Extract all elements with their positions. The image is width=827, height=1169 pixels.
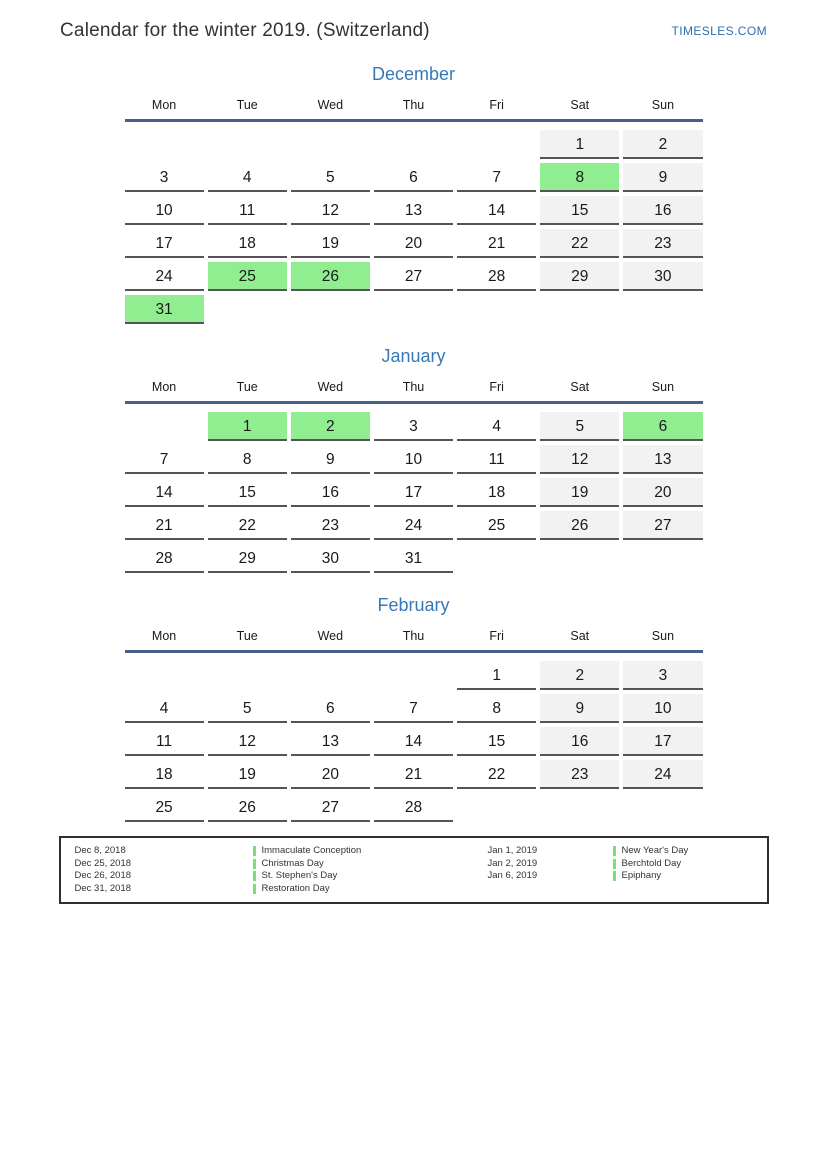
brand-link[interactable]: TIMESLES.COM — [671, 24, 767, 38]
weeks — [125, 653, 703, 822]
day-cell: 15 — [540, 196, 619, 225]
page-title: Calendar for the winter 2019. (Switzerland) — [60, 20, 430, 41]
day-cell: 22 — [540, 229, 619, 258]
day-cell: 23 — [623, 229, 702, 258]
day-cell: 7 — [125, 445, 204, 474]
week-row — [125, 793, 703, 822]
holiday-marker-icon — [253, 884, 256, 894]
empty-cell — [457, 295, 536, 324]
empty-cell — [374, 661, 453, 690]
day-cell: 26 — [291, 262, 370, 291]
empty-cell — [291, 661, 370, 690]
weekday-label: Sun — [651, 629, 675, 643]
day-cell: 26 — [540, 511, 619, 540]
day-cell: 18 — [457, 478, 536, 507]
day-cell: 19 — [291, 229, 370, 258]
legend-item — [488, 870, 767, 883]
month-february — [125, 595, 703, 822]
day-cell: 7 — [457, 163, 536, 192]
day-cell: 21 — [457, 229, 536, 258]
day-cell: 7 — [374, 694, 453, 723]
week-row — [125, 130, 703, 159]
day-cell: 23 — [291, 511, 370, 540]
day-cell: 5 — [540, 412, 619, 441]
day-cell: 8 — [540, 163, 619, 192]
legend-date: Dec 31, 2018 — [74, 882, 132, 894]
empty-cell — [457, 793, 536, 822]
empty-cell — [374, 295, 453, 324]
day-cell: 29 — [540, 262, 619, 291]
empty-cell — [457, 130, 536, 159]
legend-date: Dec 26, 2018 — [74, 870, 132, 882]
week-row — [125, 229, 703, 258]
week-row — [125, 295, 703, 324]
day-cell: 13 — [374, 196, 453, 225]
weekday-label: Sat — [570, 380, 590, 394]
legend-item — [75, 883, 488, 896]
day-cell: 1 — [208, 412, 287, 441]
day-cell: 3 — [374, 412, 453, 441]
legend-holiday — [613, 845, 689, 858]
holiday-marker-icon — [253, 846, 256, 856]
week-row — [125, 544, 703, 573]
weekday-label: Sat — [570, 629, 590, 643]
day-cell: 22 — [208, 511, 287, 540]
weekday-label: Fri — [489, 98, 504, 112]
holiday-name: Immaculate Conception — [261, 845, 362, 856]
day-cell: 10 — [623, 694, 702, 723]
day-cell: 1 — [540, 130, 619, 159]
legend-item — [75, 845, 488, 858]
legend-box — [59, 836, 769, 904]
holiday-name: New Year's Day — [621, 845, 689, 856]
empty-cell — [208, 295, 287, 324]
day-cell: 17 — [623, 727, 702, 756]
day-cell: 11 — [125, 727, 204, 756]
day-cell: 26 — [208, 793, 287, 822]
weekday-label: Thu — [402, 98, 425, 112]
day-cell: 27 — [374, 262, 453, 291]
month-december — [125, 64, 703, 324]
day-cell: 24 — [125, 262, 204, 291]
month-january — [125, 346, 703, 573]
empty-cell — [540, 295, 619, 324]
page-header — [0, 0, 827, 42]
holiday-marker-icon — [613, 846, 616, 856]
week-row — [125, 196, 703, 225]
weekday-label: Mon — [151, 380, 177, 394]
week-row — [125, 412, 703, 441]
legend-holiday — [253, 858, 324, 871]
day-cell: 29 — [208, 544, 287, 573]
week-row — [125, 445, 703, 474]
weekday-label: Fri — [489, 629, 504, 643]
day-cell: 4 — [125, 694, 204, 723]
day-cell: 2 — [291, 412, 370, 441]
empty-cell — [540, 544, 619, 573]
weekday-label: Tue — [236, 98, 258, 112]
day-cell: 4 — [457, 412, 536, 441]
weekday-label: Sun — [651, 98, 675, 112]
day-cell: 16 — [540, 727, 619, 756]
day-cell: 15 — [457, 727, 536, 756]
weekday-header-row — [125, 380, 703, 401]
day-cell: 16 — [291, 478, 370, 507]
weekday-label: Sat — [570, 98, 590, 112]
day-cell: 6 — [291, 694, 370, 723]
day-cell: 14 — [457, 196, 536, 225]
weeks — [125, 122, 703, 324]
day-cell: 8 — [208, 445, 287, 474]
month-title: January — [381, 346, 446, 366]
weeks — [125, 404, 703, 573]
legend-date: Dec 25, 2018 — [74, 857, 132, 869]
month-title: December — [371, 64, 456, 84]
day-cell: 17 — [374, 478, 453, 507]
empty-cell — [291, 130, 370, 159]
week-row — [125, 694, 703, 723]
day-cell: 19 — [208, 760, 287, 789]
holiday-marker-icon — [613, 859, 616, 869]
day-cell: 24 — [623, 760, 702, 789]
week-row — [125, 760, 703, 789]
legend-holiday — [253, 845, 362, 858]
empty-cell — [623, 793, 702, 822]
holiday-name: Christmas Day — [261, 857, 324, 869]
legend-date: Jan 6, 2019 — [487, 870, 538, 882]
day-cell: 25 — [208, 262, 287, 291]
holiday-name: Restoration Day — [261, 882, 330, 894]
day-cell: 30 — [623, 262, 702, 291]
legend-date: Dec 8, 2018 — [74, 845, 126, 856]
day-cell: 4 — [208, 163, 287, 192]
day-cell: 9 — [623, 163, 702, 192]
empty-cell — [623, 295, 702, 324]
legend-group — [75, 845, 488, 895]
holiday-marker-icon — [253, 859, 256, 869]
legend-item — [488, 858, 767, 871]
empty-cell — [457, 544, 536, 573]
weekday-header-row — [125, 98, 703, 119]
day-cell: 10 — [374, 445, 453, 474]
day-cell: 17 — [125, 229, 204, 258]
week-row — [125, 262, 703, 291]
day-cell: 16 — [623, 196, 702, 225]
day-cell: 12 — [291, 196, 370, 225]
day-cell: 14 — [374, 727, 453, 756]
legend-holiday — [253, 883, 330, 896]
day-cell: 25 — [125, 793, 204, 822]
day-cell: 11 — [208, 196, 287, 225]
day-cell: 3 — [623, 661, 702, 690]
day-cell: 23 — [540, 760, 619, 789]
day-cell: 27 — [291, 793, 370, 822]
day-cell: 6 — [623, 412, 702, 441]
holiday-marker-icon — [613, 871, 616, 881]
week-row — [125, 727, 703, 756]
week-row — [125, 163, 703, 192]
day-cell: 12 — [540, 445, 619, 474]
day-cell: 18 — [125, 760, 204, 789]
day-cell: 3 — [125, 163, 204, 192]
legend-group — [488, 845, 767, 895]
day-cell: 20 — [374, 229, 453, 258]
day-cell: 10 — [125, 196, 204, 225]
empty-cell — [291, 295, 370, 324]
day-cell: 28 — [457, 262, 536, 291]
day-cell: 15 — [208, 478, 287, 507]
weekday-label: Thu — [402, 629, 425, 643]
day-cell: 20 — [623, 478, 702, 507]
day-cell: 5 — [291, 163, 370, 192]
week-row — [125, 511, 703, 540]
day-cell: 2 — [623, 130, 702, 159]
legend-item — [75, 858, 488, 871]
legend-item — [75, 870, 488, 883]
empty-cell — [623, 544, 702, 573]
day-cell: 27 — [623, 511, 702, 540]
day-cell: 30 — [291, 544, 370, 573]
day-cell: 19 — [540, 478, 619, 507]
weekday-label: Sun — [651, 380, 675, 394]
weekday-label: Fri — [489, 380, 504, 394]
day-cell: 14 — [125, 478, 204, 507]
weekday-label: Mon — [151, 629, 177, 643]
legend-holiday — [613, 858, 682, 871]
empty-cell — [208, 130, 287, 159]
weekday-label: Tue — [236, 629, 258, 643]
day-cell: 28 — [125, 544, 204, 573]
week-row — [125, 661, 703, 690]
holiday-name: St. Stephen's Day — [261, 870, 338, 882]
day-cell: 24 — [374, 511, 453, 540]
empty-cell — [540, 793, 619, 822]
day-cell: 22 — [457, 760, 536, 789]
empty-cell — [208, 661, 287, 690]
weekday-header-row — [125, 629, 703, 650]
day-cell: 13 — [623, 445, 702, 474]
day-cell: 2 — [540, 661, 619, 690]
day-cell: 21 — [374, 760, 453, 789]
weekday-label: Wed — [317, 629, 344, 643]
day-cell: 31 — [125, 295, 204, 324]
legend-date: Jan 1, 2019 — [487, 845, 538, 856]
day-cell: 6 — [374, 163, 453, 192]
day-cell: 25 — [457, 511, 536, 540]
week-row — [125, 478, 703, 507]
holiday-name: Epiphany — [621, 870, 662, 882]
legend-item — [488, 845, 767, 858]
weekday-label: Mon — [151, 98, 177, 112]
legend-holiday — [253, 870, 338, 883]
weekday-label: Wed — [317, 98, 344, 112]
empty-cell — [374, 130, 453, 159]
day-cell: 5 — [208, 694, 287, 723]
weekday-label: Wed — [317, 380, 344, 394]
day-cell: 12 — [208, 727, 287, 756]
day-cell: 1 — [457, 661, 536, 690]
day-cell: 20 — [291, 760, 370, 789]
empty-cell — [125, 130, 204, 159]
day-cell: 9 — [291, 445, 370, 474]
weekday-label: Thu — [402, 380, 425, 394]
empty-cell — [125, 412, 204, 441]
holiday-name: Berchtold Day — [621, 857, 682, 869]
legend-holiday — [613, 870, 662, 883]
months — [0, 64, 827, 822]
day-cell: 8 — [457, 694, 536, 723]
weekday-label: Tue — [236, 380, 258, 394]
empty-cell — [125, 661, 204, 690]
day-cell: 9 — [540, 694, 619, 723]
month-title: February — [377, 595, 450, 615]
day-cell: 11 — [457, 445, 536, 474]
day-cell: 31 — [374, 544, 453, 573]
day-cell: 21 — [125, 511, 204, 540]
day-cell: 13 — [291, 727, 370, 756]
day-cell: 18 — [208, 229, 287, 258]
legend-date: Jan 2, 2019 — [487, 857, 538, 869]
holiday-marker-icon — [253, 871, 256, 881]
day-cell: 28 — [374, 793, 453, 822]
